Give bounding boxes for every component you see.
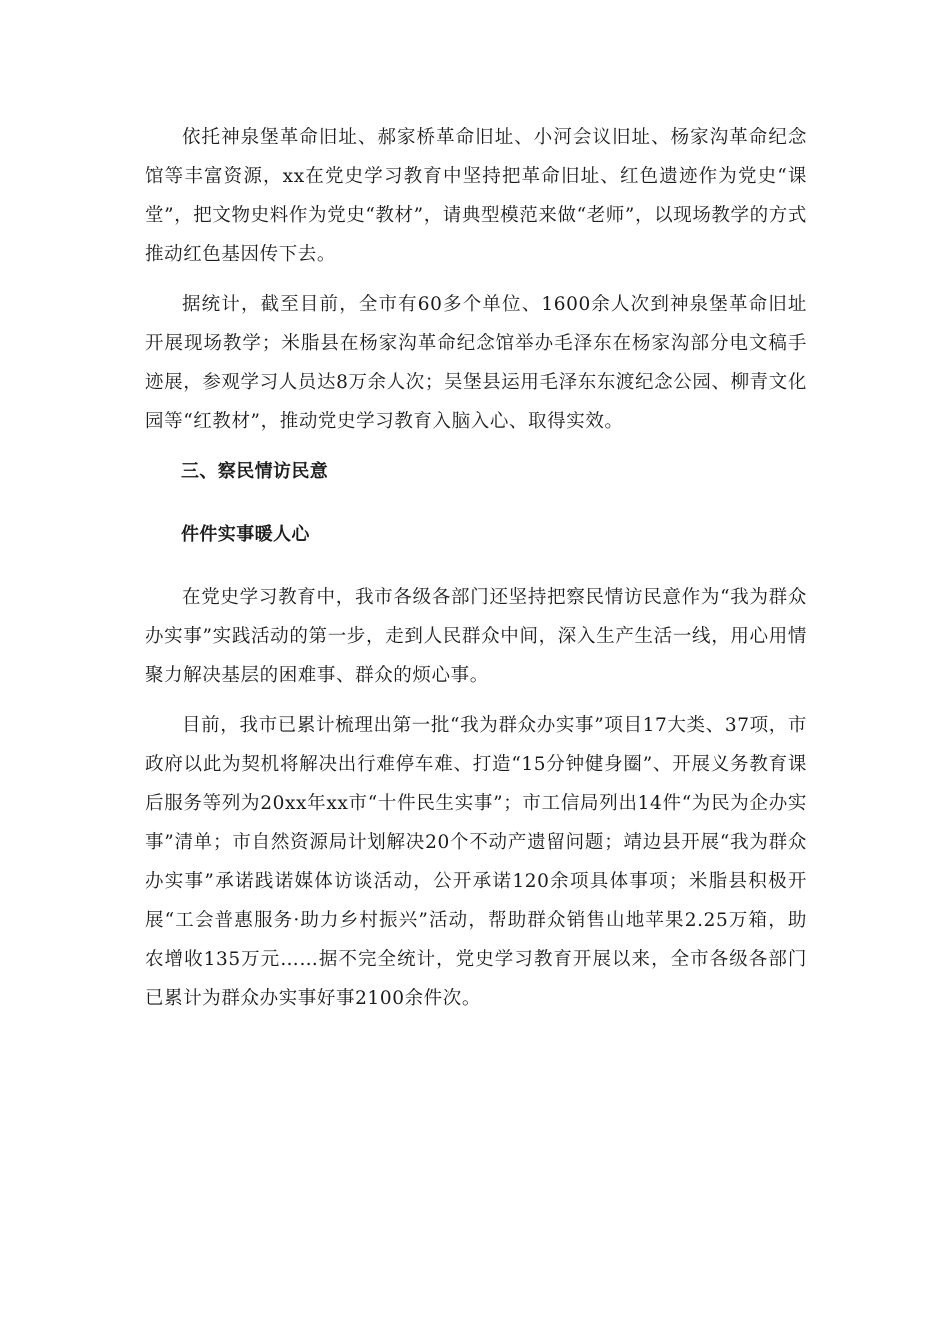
paragraph-statistics: 据统计，截至目前，全市有60多个单位、1600余人次到神泉堡革命旧址开展现场教学；米脂县在杨家沟革命纪念馆举办毛泽东在杨家沟部分电文稿手迹展，参观学习人员达8万余人次；吴堡县运用毛泽东东渡纪念公园、柳青文化园等“红教材”，推动党史学习教育入脑入心、取得实效。 [145,294,807,432]
sub-heading: 件件实事暖人心 [181,524,310,545]
paragraph-public-opinion: 在党史学习教育中，我市各级各部门还坚持把察民情访民意作为“我为群众办实事”实践活动的第一步，走到人民群众中间，深入生产生活一线，用心用情聚力解决基层的困难事、群众的烦心事。 [145,587,807,686]
paragraph-red-sites: 依托神泉堡革命旧址、郝家桥革命旧址、小河会议旧址、杨家沟革命纪念馆等丰富资源，xx在党史学习教育中坚持把革命旧址、红色遗迹作为党史“课堂”，把文物史料作为党史“教材”，请典型模范来做“老师”，以现场教学的方式推动红色基因传下去。 [145,127,807,265]
document-body [145,118,807,1029]
section-heading: 三、察民情访民意 [181,461,329,482]
paragraph-practical-matters: 目前，我市已累计梳理出第一批“我为群众办实事”项目17大类、37项，市政府以此为契机将解决出行难停车难、打造“15分钟健身圈”、开展义务教育课后服务等列为20xx年xx市“十件民生实事”；市工信局列出14件“为民为企办实事”清单；市自然资源局计划解决20个不动产遗留问题；靖边县开展“我为群众办实事”承诺践诺媒体访谈活动，公开承诺120余项具体事项；米脂县积极开展“工会普惠服务·助力乡村振兴”活动，帮助群众销售山地苹果2.25万箱，助农增收135万元……据不完全统计，党史学习教育开展以来，全市各级各部门已累计为群众办实事好事2100余件次。 [145,715,807,1009]
